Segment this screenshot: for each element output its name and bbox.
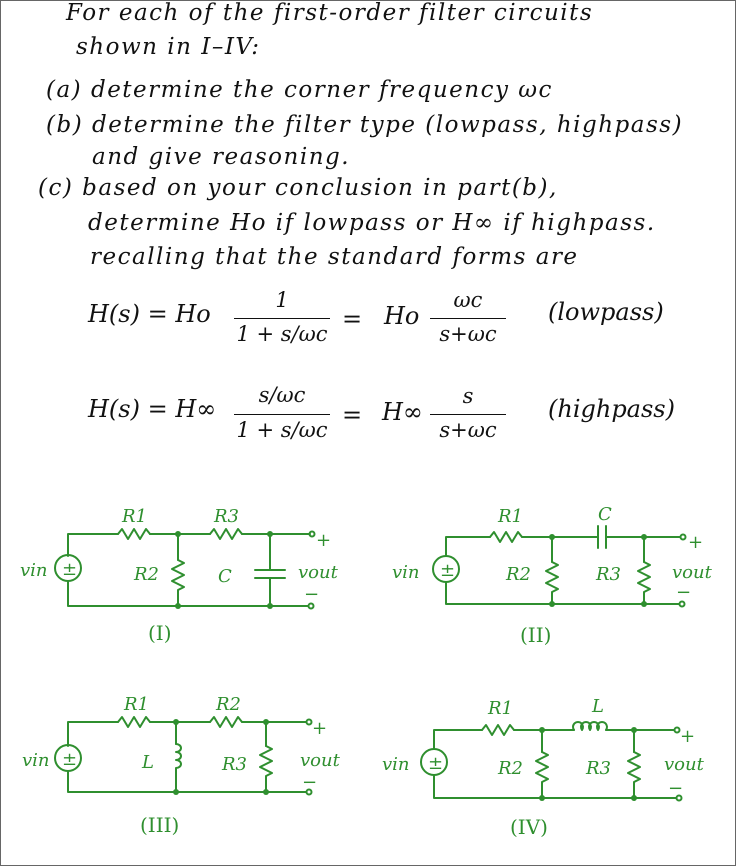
circuit-2: [392, 504, 713, 647]
part-b-line-2: and give reasoning.: [92, 144, 351, 170]
l-label: L: [592, 696, 604, 717]
part-c-line-2: determine Ho if lowpass or H∞ if highpass.: [88, 210, 656, 236]
lowpass-equals: =: [342, 305, 363, 333]
l-label: L: [142, 752, 154, 773]
source-symbol: ±: [428, 753, 444, 774]
plus-label: +: [312, 718, 328, 739]
vin-label: vin: [392, 562, 420, 583]
minus-label: −: [668, 778, 684, 799]
source-symbol: ±: [62, 559, 78, 580]
part-b-line-1: (b) determine the filter type (lowpass, highpass): [46, 112, 684, 138]
lowpass-lhs: H(s) = Ho: [88, 300, 211, 328]
r1-label: R1: [124, 694, 150, 715]
circuit-caption-3: (III): [140, 813, 180, 837]
output-terminal-plus: [307, 720, 312, 725]
vout-label: vout: [672, 562, 712, 583]
part-c-line-3: recalling that the standard forms are: [90, 244, 579, 270]
minus-label: −: [302, 772, 318, 793]
r3-label: R3: [214, 506, 240, 527]
vin-label: vin: [22, 750, 50, 771]
resistor-r1: [482, 725, 514, 735]
resistor-r2: [172, 560, 184, 606]
vin-label: vin: [382, 754, 410, 775]
part-a: (a) determine the corner frequency ωc: [46, 77, 553, 103]
r1-label: R1: [488, 698, 514, 719]
circuit-caption-2: (II): [520, 623, 552, 647]
r1-label: R1: [498, 506, 524, 527]
output-terminal-plus: [675, 728, 680, 733]
inductor-l: [573, 722, 607, 730]
capacitor-c: [255, 570, 285, 578]
resistor-r3: [210, 529, 242, 539]
resistor-r1: [118, 717, 150, 727]
plus-label: +: [316, 530, 332, 551]
inductor-l: [176, 744, 181, 790]
highpass-coef: H∞: [382, 398, 423, 426]
highpass-label: (highpass): [548, 395, 675, 423]
circuit-3: [22, 694, 341, 837]
resistor-r2: [210, 717, 242, 727]
plus-label: +: [688, 532, 704, 553]
circuit-4: [382, 696, 705, 839]
r1-label: R1: [122, 506, 148, 527]
r2-label: R2: [216, 694, 242, 715]
minus-label: −: [304, 584, 320, 605]
vout-label: vout: [300, 750, 340, 771]
vout-label: vout: [664, 754, 704, 775]
lowpass-denominator-2: s+ωc: [439, 322, 497, 346]
lowpass-numerator-2: ωc: [453, 288, 483, 312]
circuit-1: [20, 506, 339, 645]
resistor-r3: [260, 746, 272, 792]
lowpass-coef: Ho: [384, 302, 420, 330]
plus-label: +: [680, 726, 696, 747]
intro-line-1: For each of the first-order filter circuits: [66, 0, 594, 26]
output-terminal-plus: [681, 535, 686, 540]
minus-label: −: [676, 582, 692, 603]
capacitor-c: [598, 526, 606, 548]
r3-label: R3: [222, 754, 248, 775]
highpass-lhs: H(s) = H∞: [88, 395, 217, 423]
source-symbol: ±: [440, 560, 456, 581]
resistor-r1: [118, 529, 150, 539]
highpass-denominator-1: 1 + s/ωc: [236, 418, 328, 442]
resistor-r3: [628, 752, 640, 798]
highpass-equals: =: [342, 401, 363, 429]
highpass-numerator-2: s: [462, 384, 474, 408]
resistor-r1: [490, 532, 522, 542]
r2-label: R2: [134, 564, 160, 585]
resistor-r2: [546, 562, 558, 604]
circuit-caption-1: (I): [148, 621, 172, 645]
vin-label: vin: [20, 560, 48, 581]
c-label: C: [218, 566, 232, 587]
output-terminal-plus: [310, 532, 315, 537]
highpass-numerator-1: s/ωc: [258, 383, 306, 407]
lowpass-denominator-1: 1 + s/ωc: [236, 322, 328, 346]
highpass-denominator-2: s+ωc: [439, 418, 497, 442]
lowpass-label: (lowpass): [548, 298, 664, 326]
source-symbol: ±: [62, 749, 78, 770]
r3-label: R3: [596, 564, 622, 585]
lowpass-numerator-1: 1: [275, 288, 289, 312]
intro-line-2: shown in I–IV:: [76, 34, 261, 60]
r3-label: R3: [586, 758, 612, 779]
resistor-r2: [536, 752, 548, 798]
circuit-caption-4: (IV): [510, 815, 548, 839]
vout-label: vout: [298, 562, 338, 583]
c-label: C: [598, 504, 612, 525]
r2-label: R2: [506, 564, 532, 585]
r2-label: R2: [498, 758, 524, 779]
part-c-line-1: (c) based on your conclusion in part(b),: [38, 175, 558, 201]
resistor-r3: [638, 562, 650, 604]
